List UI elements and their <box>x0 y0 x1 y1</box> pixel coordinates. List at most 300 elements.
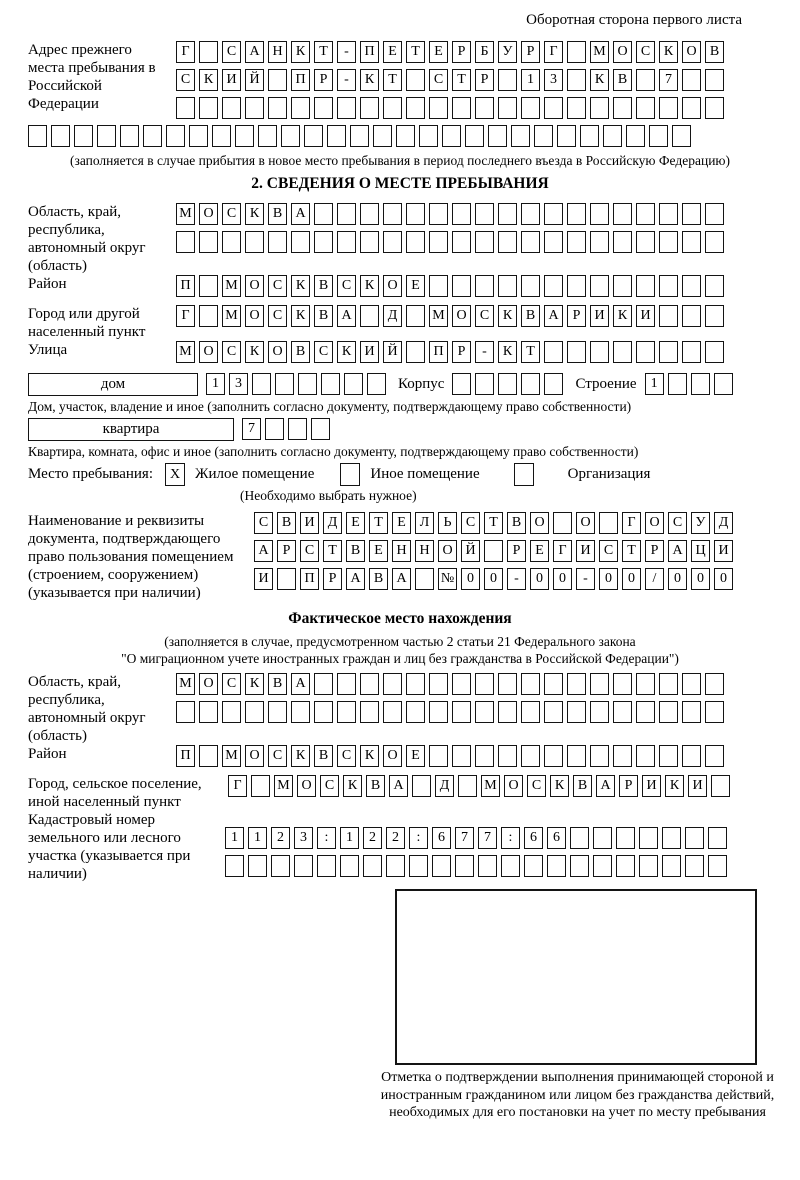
char-cell[interactable] <box>567 745 586 767</box>
char-cell[interactable] <box>277 568 296 590</box>
char-cell[interactable] <box>553 512 572 534</box>
char-cell[interactable]: С <box>254 512 273 534</box>
char-cell[interactable] <box>475 701 494 723</box>
char-cell[interactable]: - <box>475 341 494 363</box>
char-cell[interactable]: 0 <box>714 568 733 590</box>
char-cell[interactable] <box>662 827 681 849</box>
char-cell[interactable]: Н <box>415 540 434 562</box>
char-cell[interactable]: К <box>659 41 678 63</box>
char-cell[interactable] <box>498 97 517 119</box>
char-cell[interactable] <box>452 203 471 225</box>
char-cell[interactable]: О <box>504 775 523 797</box>
char-cell[interactable] <box>176 97 195 119</box>
char-cell[interactable] <box>544 701 563 723</box>
char-cell[interactable]: 7 <box>478 827 497 849</box>
char-cell[interactable] <box>337 203 356 225</box>
char-cell[interactable] <box>705 701 724 723</box>
char-cell[interactable]: А <box>245 41 264 63</box>
char-cell[interactable] <box>613 231 632 253</box>
char-cell[interactable]: М <box>222 305 241 327</box>
char-cell[interactable] <box>616 827 635 849</box>
char-cell[interactable]: Е <box>530 540 549 562</box>
char-cell[interactable] <box>636 203 655 225</box>
char-cell[interactable]: 7 <box>242 418 261 440</box>
char-cell[interactable] <box>271 855 290 877</box>
char-cell[interactable]: Т <box>314 41 333 63</box>
char-cell[interactable] <box>455 855 474 877</box>
char-cell[interactable] <box>432 855 451 877</box>
char-cell[interactable] <box>544 745 563 767</box>
char-cell[interactable]: У <box>498 41 517 63</box>
char-cell[interactable]: К <box>550 775 569 797</box>
char-cell[interactable] <box>639 827 658 849</box>
char-cell[interactable] <box>406 97 425 119</box>
char-cell[interactable] <box>363 855 382 877</box>
char-cell[interactable]: - <box>507 568 526 590</box>
char-cell[interactable]: В <box>314 275 333 297</box>
char-cell[interactable]: О <box>530 512 549 534</box>
char-cell[interactable] <box>636 745 655 767</box>
char-cell[interactable] <box>682 97 701 119</box>
char-cell[interactable] <box>714 373 733 395</box>
checkbox-organization[interactable] <box>514 463 534 486</box>
char-cell[interactable] <box>176 231 195 253</box>
char-cell[interactable]: А <box>544 305 563 327</box>
char-cell[interactable]: К <box>590 69 609 91</box>
char-cell[interactable] <box>590 203 609 225</box>
char-cell[interactable]: Н <box>268 41 287 63</box>
char-cell[interactable] <box>294 855 313 877</box>
char-cell[interactable]: 0 <box>622 568 641 590</box>
char-cell[interactable]: М <box>274 775 293 797</box>
char-cell[interactable]: С <box>222 341 241 363</box>
char-cell[interactable]: 1 <box>225 827 244 849</box>
char-cell[interactable]: О <box>199 203 218 225</box>
char-cell[interactable] <box>251 775 270 797</box>
char-cell[interactable]: К <box>337 341 356 363</box>
char-cell[interactable] <box>199 745 218 767</box>
char-cell[interactable]: О <box>245 745 264 767</box>
char-cell[interactable] <box>199 231 218 253</box>
char-cell[interactable]: С <box>268 275 287 297</box>
char-cell[interactable] <box>682 203 701 225</box>
char-cell[interactable] <box>567 341 586 363</box>
char-cell[interactable] <box>484 540 503 562</box>
char-cell[interactable]: Р <box>475 69 494 91</box>
char-cell[interactable]: 1 <box>340 827 359 849</box>
char-cell[interactable] <box>567 203 586 225</box>
char-cell[interactable] <box>544 203 563 225</box>
char-cell[interactable] <box>662 855 681 877</box>
char-cell[interactable] <box>291 97 310 119</box>
char-cell[interactable] <box>613 673 632 695</box>
char-cell[interactable] <box>383 203 402 225</box>
char-cell[interactable]: Г <box>228 775 247 797</box>
char-cell[interactable]: Т <box>622 540 641 562</box>
char-cell[interactable]: А <box>337 305 356 327</box>
char-cell[interactable]: С <box>314 341 333 363</box>
char-cell[interactable]: И <box>576 540 595 562</box>
char-cell[interactable] <box>521 203 540 225</box>
char-cell[interactable] <box>590 231 609 253</box>
char-cell[interactable]: И <box>222 69 241 91</box>
char-cell[interactable]: 2 <box>271 827 290 849</box>
char-cell[interactable] <box>659 305 678 327</box>
char-cell[interactable] <box>383 97 402 119</box>
char-cell[interactable] <box>498 373 517 395</box>
char-cell[interactable] <box>590 341 609 363</box>
char-cell[interactable] <box>711 775 730 797</box>
char-cell[interactable]: Й <box>461 540 480 562</box>
char-cell[interactable] <box>682 701 701 723</box>
char-cell[interactable]: Н <box>392 540 411 562</box>
char-cell[interactable]: 6 <box>432 827 451 849</box>
char-cell[interactable] <box>406 673 425 695</box>
char-cell[interactable] <box>567 701 586 723</box>
char-cell[interactable] <box>337 673 356 695</box>
char-cell[interactable]: К <box>360 745 379 767</box>
char-cell[interactable]: К <box>291 41 310 63</box>
char-cell[interactable] <box>672 125 691 147</box>
char-cell[interactable] <box>682 673 701 695</box>
char-cell[interactable] <box>415 568 434 590</box>
char-cell[interactable] <box>429 275 448 297</box>
char-cell[interactable] <box>406 341 425 363</box>
char-cell[interactable] <box>383 231 402 253</box>
char-cell[interactable]: П <box>429 341 448 363</box>
char-cell[interactable] <box>465 125 484 147</box>
char-cell[interactable] <box>28 125 47 147</box>
char-cell[interactable]: П <box>176 745 195 767</box>
char-cell[interactable]: В <box>366 775 385 797</box>
char-cell[interactable] <box>524 855 543 877</box>
char-cell[interactable]: К <box>245 673 264 695</box>
char-cell[interactable] <box>199 701 218 723</box>
char-cell[interactable]: С <box>222 673 241 695</box>
char-cell[interactable] <box>685 855 704 877</box>
char-cell[interactable]: 7 <box>659 69 678 91</box>
char-cell[interactable]: И <box>590 305 609 327</box>
char-cell[interactable]: А <box>596 775 615 797</box>
char-cell[interactable] <box>298 373 317 395</box>
char-cell[interactable]: Й <box>245 69 264 91</box>
char-cell[interactable] <box>570 827 589 849</box>
char-cell[interactable] <box>590 701 609 723</box>
char-cell[interactable]: О <box>199 673 218 695</box>
char-cell[interactable]: И <box>714 540 733 562</box>
char-cell[interactable]: 6 <box>547 827 566 849</box>
char-cell[interactable]: М <box>222 275 241 297</box>
char-cell[interactable]: С <box>222 203 241 225</box>
char-cell[interactable]: 3 <box>544 69 563 91</box>
char-cell[interactable] <box>498 203 517 225</box>
char-cell[interactable] <box>544 275 563 297</box>
char-cell[interactable] <box>452 275 471 297</box>
char-cell[interactable] <box>350 125 369 147</box>
char-cell[interactable]: 0 <box>461 568 480 590</box>
char-cell[interactable]: 2 <box>386 827 405 849</box>
char-cell[interactable] <box>613 203 632 225</box>
char-cell[interactable]: С <box>300 540 319 562</box>
char-cell[interactable] <box>705 341 724 363</box>
char-cell[interactable]: А <box>346 568 365 590</box>
char-cell[interactable] <box>311 418 330 440</box>
char-cell[interactable] <box>547 855 566 877</box>
char-cell[interactable] <box>590 745 609 767</box>
char-cell[interactable] <box>590 275 609 297</box>
char-cell[interactable] <box>314 203 333 225</box>
char-cell[interactable] <box>636 69 655 91</box>
char-cell[interactable] <box>708 827 727 849</box>
char-cell[interactable]: 7 <box>455 827 474 849</box>
char-cell[interactable]: С <box>337 275 356 297</box>
char-cell[interactable] <box>488 125 507 147</box>
char-cell[interactable] <box>412 775 431 797</box>
char-cell[interactable]: В <box>268 673 287 695</box>
char-cell[interactable] <box>682 745 701 767</box>
char-cell[interactable] <box>406 203 425 225</box>
char-cell[interactable] <box>452 231 471 253</box>
char-cell[interactable] <box>475 231 494 253</box>
char-cell[interactable]: О <box>268 341 287 363</box>
char-cell[interactable]: М <box>481 775 500 797</box>
char-cell[interactable]: 0 <box>530 568 549 590</box>
char-cell[interactable]: В <box>268 203 287 225</box>
char-cell[interactable] <box>268 231 287 253</box>
char-cell[interactable]: Г <box>176 41 195 63</box>
char-cell[interactable] <box>570 855 589 877</box>
char-cell[interactable] <box>580 125 599 147</box>
char-cell[interactable] <box>321 373 340 395</box>
char-cell[interactable]: В <box>521 305 540 327</box>
char-cell[interactable] <box>544 97 563 119</box>
char-cell[interactable] <box>691 373 710 395</box>
char-cell[interactable]: Т <box>383 69 402 91</box>
char-cell[interactable] <box>245 231 264 253</box>
char-cell[interactable]: И <box>688 775 707 797</box>
char-cell[interactable] <box>458 775 477 797</box>
char-cell[interactable]: В <box>314 305 333 327</box>
char-cell[interactable] <box>314 231 333 253</box>
char-cell[interactable] <box>544 341 563 363</box>
char-cell[interactable]: К <box>343 775 362 797</box>
char-cell[interactable]: Т <box>323 540 342 562</box>
char-cell[interactable] <box>291 231 310 253</box>
char-cell[interactable] <box>189 125 208 147</box>
char-cell[interactable]: О <box>383 745 402 767</box>
char-cell[interactable]: К <box>498 341 517 363</box>
char-cell[interactable]: 0 <box>668 568 687 590</box>
char-cell[interactable] <box>593 827 612 849</box>
char-cell[interactable]: О <box>245 305 264 327</box>
char-cell[interactable] <box>544 231 563 253</box>
char-cell[interactable] <box>248 855 267 877</box>
char-cell[interactable] <box>429 701 448 723</box>
char-cell[interactable]: О <box>245 275 264 297</box>
char-cell[interactable] <box>367 373 386 395</box>
char-cell[interactable] <box>636 701 655 723</box>
char-cell[interactable] <box>668 373 687 395</box>
char-cell[interactable] <box>705 275 724 297</box>
char-cell[interactable] <box>521 745 540 767</box>
char-cell[interactable] <box>199 305 218 327</box>
char-cell[interactable]: А <box>389 775 408 797</box>
char-cell[interactable] <box>344 373 363 395</box>
char-cell[interactable] <box>406 305 425 327</box>
char-cell[interactable]: А <box>291 673 310 695</box>
char-cell[interactable]: О <box>438 540 457 562</box>
char-cell[interactable]: Т <box>484 512 503 534</box>
char-cell[interactable] <box>452 97 471 119</box>
char-cell[interactable]: Р <box>314 69 333 91</box>
char-cell[interactable] <box>685 827 704 849</box>
char-cell[interactable] <box>682 231 701 253</box>
char-cell[interactable] <box>386 855 405 877</box>
char-cell[interactable] <box>429 97 448 119</box>
char-cell[interactable]: А <box>291 203 310 225</box>
char-cell[interactable] <box>360 701 379 723</box>
char-cell[interactable] <box>567 275 586 297</box>
char-cell[interactable]: С <box>176 69 195 91</box>
char-cell[interactable] <box>396 125 415 147</box>
char-cell[interactable]: С <box>599 540 618 562</box>
char-cell[interactable] <box>636 341 655 363</box>
char-cell[interactable]: В <box>573 775 592 797</box>
char-cell[interactable]: Б <box>475 41 494 63</box>
char-cell[interactable] <box>705 97 724 119</box>
char-cell[interactable]: Т <box>406 41 425 63</box>
char-cell[interactable] <box>268 97 287 119</box>
char-cell[interactable]: Р <box>521 41 540 63</box>
char-cell[interactable]: И <box>254 568 273 590</box>
char-cell[interactable] <box>360 97 379 119</box>
char-cell[interactable]: К <box>613 305 632 327</box>
char-cell[interactable]: О <box>452 305 471 327</box>
char-cell[interactable] <box>475 203 494 225</box>
char-cell[interactable] <box>360 305 379 327</box>
char-cell[interactable] <box>475 275 494 297</box>
char-cell[interactable] <box>252 373 271 395</box>
char-cell[interactable] <box>682 69 701 91</box>
char-cell[interactable]: Р <box>567 305 586 327</box>
char-cell[interactable]: И <box>360 341 379 363</box>
char-cell[interactable]: 1 <box>206 373 225 395</box>
char-cell[interactable]: А <box>668 540 687 562</box>
char-cell[interactable] <box>268 701 287 723</box>
char-cell[interactable] <box>636 275 655 297</box>
char-cell[interactable] <box>705 745 724 767</box>
char-cell[interactable] <box>475 745 494 767</box>
char-cell[interactable] <box>235 125 254 147</box>
char-cell[interactable]: П <box>360 41 379 63</box>
char-cell[interactable] <box>613 275 632 297</box>
char-cell[interactable] <box>498 275 517 297</box>
char-cell[interactable]: О <box>576 512 595 534</box>
char-cell[interactable] <box>429 231 448 253</box>
char-cell[interactable]: 1 <box>248 827 267 849</box>
char-cell[interactable]: М <box>590 41 609 63</box>
char-cell[interactable] <box>613 97 632 119</box>
char-cell[interactable]: И <box>642 775 661 797</box>
char-cell[interactable]: Р <box>452 341 471 363</box>
char-cell[interactable]: В <box>346 540 365 562</box>
char-cell[interactable] <box>659 745 678 767</box>
char-cell[interactable]: 1 <box>645 373 664 395</box>
char-cell[interactable]: А <box>392 568 411 590</box>
char-cell[interactable]: 0 <box>553 568 572 590</box>
char-cell[interactable] <box>176 701 195 723</box>
char-cell[interactable] <box>383 673 402 695</box>
char-cell[interactable] <box>705 203 724 225</box>
char-cell[interactable] <box>442 125 461 147</box>
char-cell[interactable] <box>222 97 241 119</box>
char-cell[interactable] <box>659 673 678 695</box>
char-cell[interactable] <box>452 373 471 395</box>
char-cell[interactable] <box>567 231 586 253</box>
char-cell[interactable] <box>599 512 618 534</box>
char-cell[interactable] <box>498 745 517 767</box>
char-cell[interactable] <box>613 341 632 363</box>
char-cell[interactable] <box>567 69 586 91</box>
char-cell[interactable]: В <box>314 745 333 767</box>
char-cell[interactable] <box>603 125 622 147</box>
char-cell[interactable] <box>360 231 379 253</box>
char-cell[interactable]: Д <box>435 775 454 797</box>
char-cell[interactable]: Е <box>406 275 425 297</box>
char-cell[interactable]: К <box>498 305 517 327</box>
char-cell[interactable] <box>317 855 336 877</box>
char-cell[interactable] <box>682 341 701 363</box>
char-cell[interactable]: 2 <box>363 827 382 849</box>
char-cell[interactable] <box>498 673 517 695</box>
char-cell[interactable]: 3 <box>294 827 313 849</box>
char-cell[interactable] <box>166 125 185 147</box>
char-cell[interactable] <box>222 231 241 253</box>
char-cell[interactable]: С <box>337 745 356 767</box>
char-cell[interactable]: К <box>291 305 310 327</box>
char-cell[interactable]: С <box>461 512 480 534</box>
char-cell[interactable]: Д <box>383 305 402 327</box>
char-cell[interactable] <box>498 231 517 253</box>
char-cell[interactable] <box>225 855 244 877</box>
char-cell[interactable] <box>360 203 379 225</box>
char-cell[interactable] <box>275 373 294 395</box>
char-cell[interactable] <box>360 673 379 695</box>
char-cell[interactable]: Р <box>452 41 471 63</box>
char-cell[interactable] <box>521 97 540 119</box>
char-cell[interactable]: - <box>337 41 356 63</box>
checkbox-residential[interactable]: X <box>165 463 185 486</box>
char-cell[interactable] <box>567 97 586 119</box>
char-cell[interactable] <box>705 69 724 91</box>
char-cell[interactable]: Д <box>323 512 342 534</box>
char-cell[interactable]: Е <box>383 41 402 63</box>
char-cell[interactable] <box>409 855 428 877</box>
char-cell[interactable]: В <box>613 69 632 91</box>
char-cell[interactable] <box>705 231 724 253</box>
char-cell[interactable] <box>498 69 517 91</box>
char-cell[interactable] <box>143 125 162 147</box>
char-cell[interactable] <box>337 97 356 119</box>
char-cell[interactable] <box>373 125 392 147</box>
char-cell[interactable]: М <box>176 673 195 695</box>
char-cell[interactable] <box>534 125 553 147</box>
char-cell[interactable] <box>498 701 517 723</box>
char-cell[interactable] <box>593 855 612 877</box>
char-cell[interactable] <box>590 97 609 119</box>
char-cell[interactable]: О <box>297 775 316 797</box>
char-cell[interactable] <box>199 275 218 297</box>
